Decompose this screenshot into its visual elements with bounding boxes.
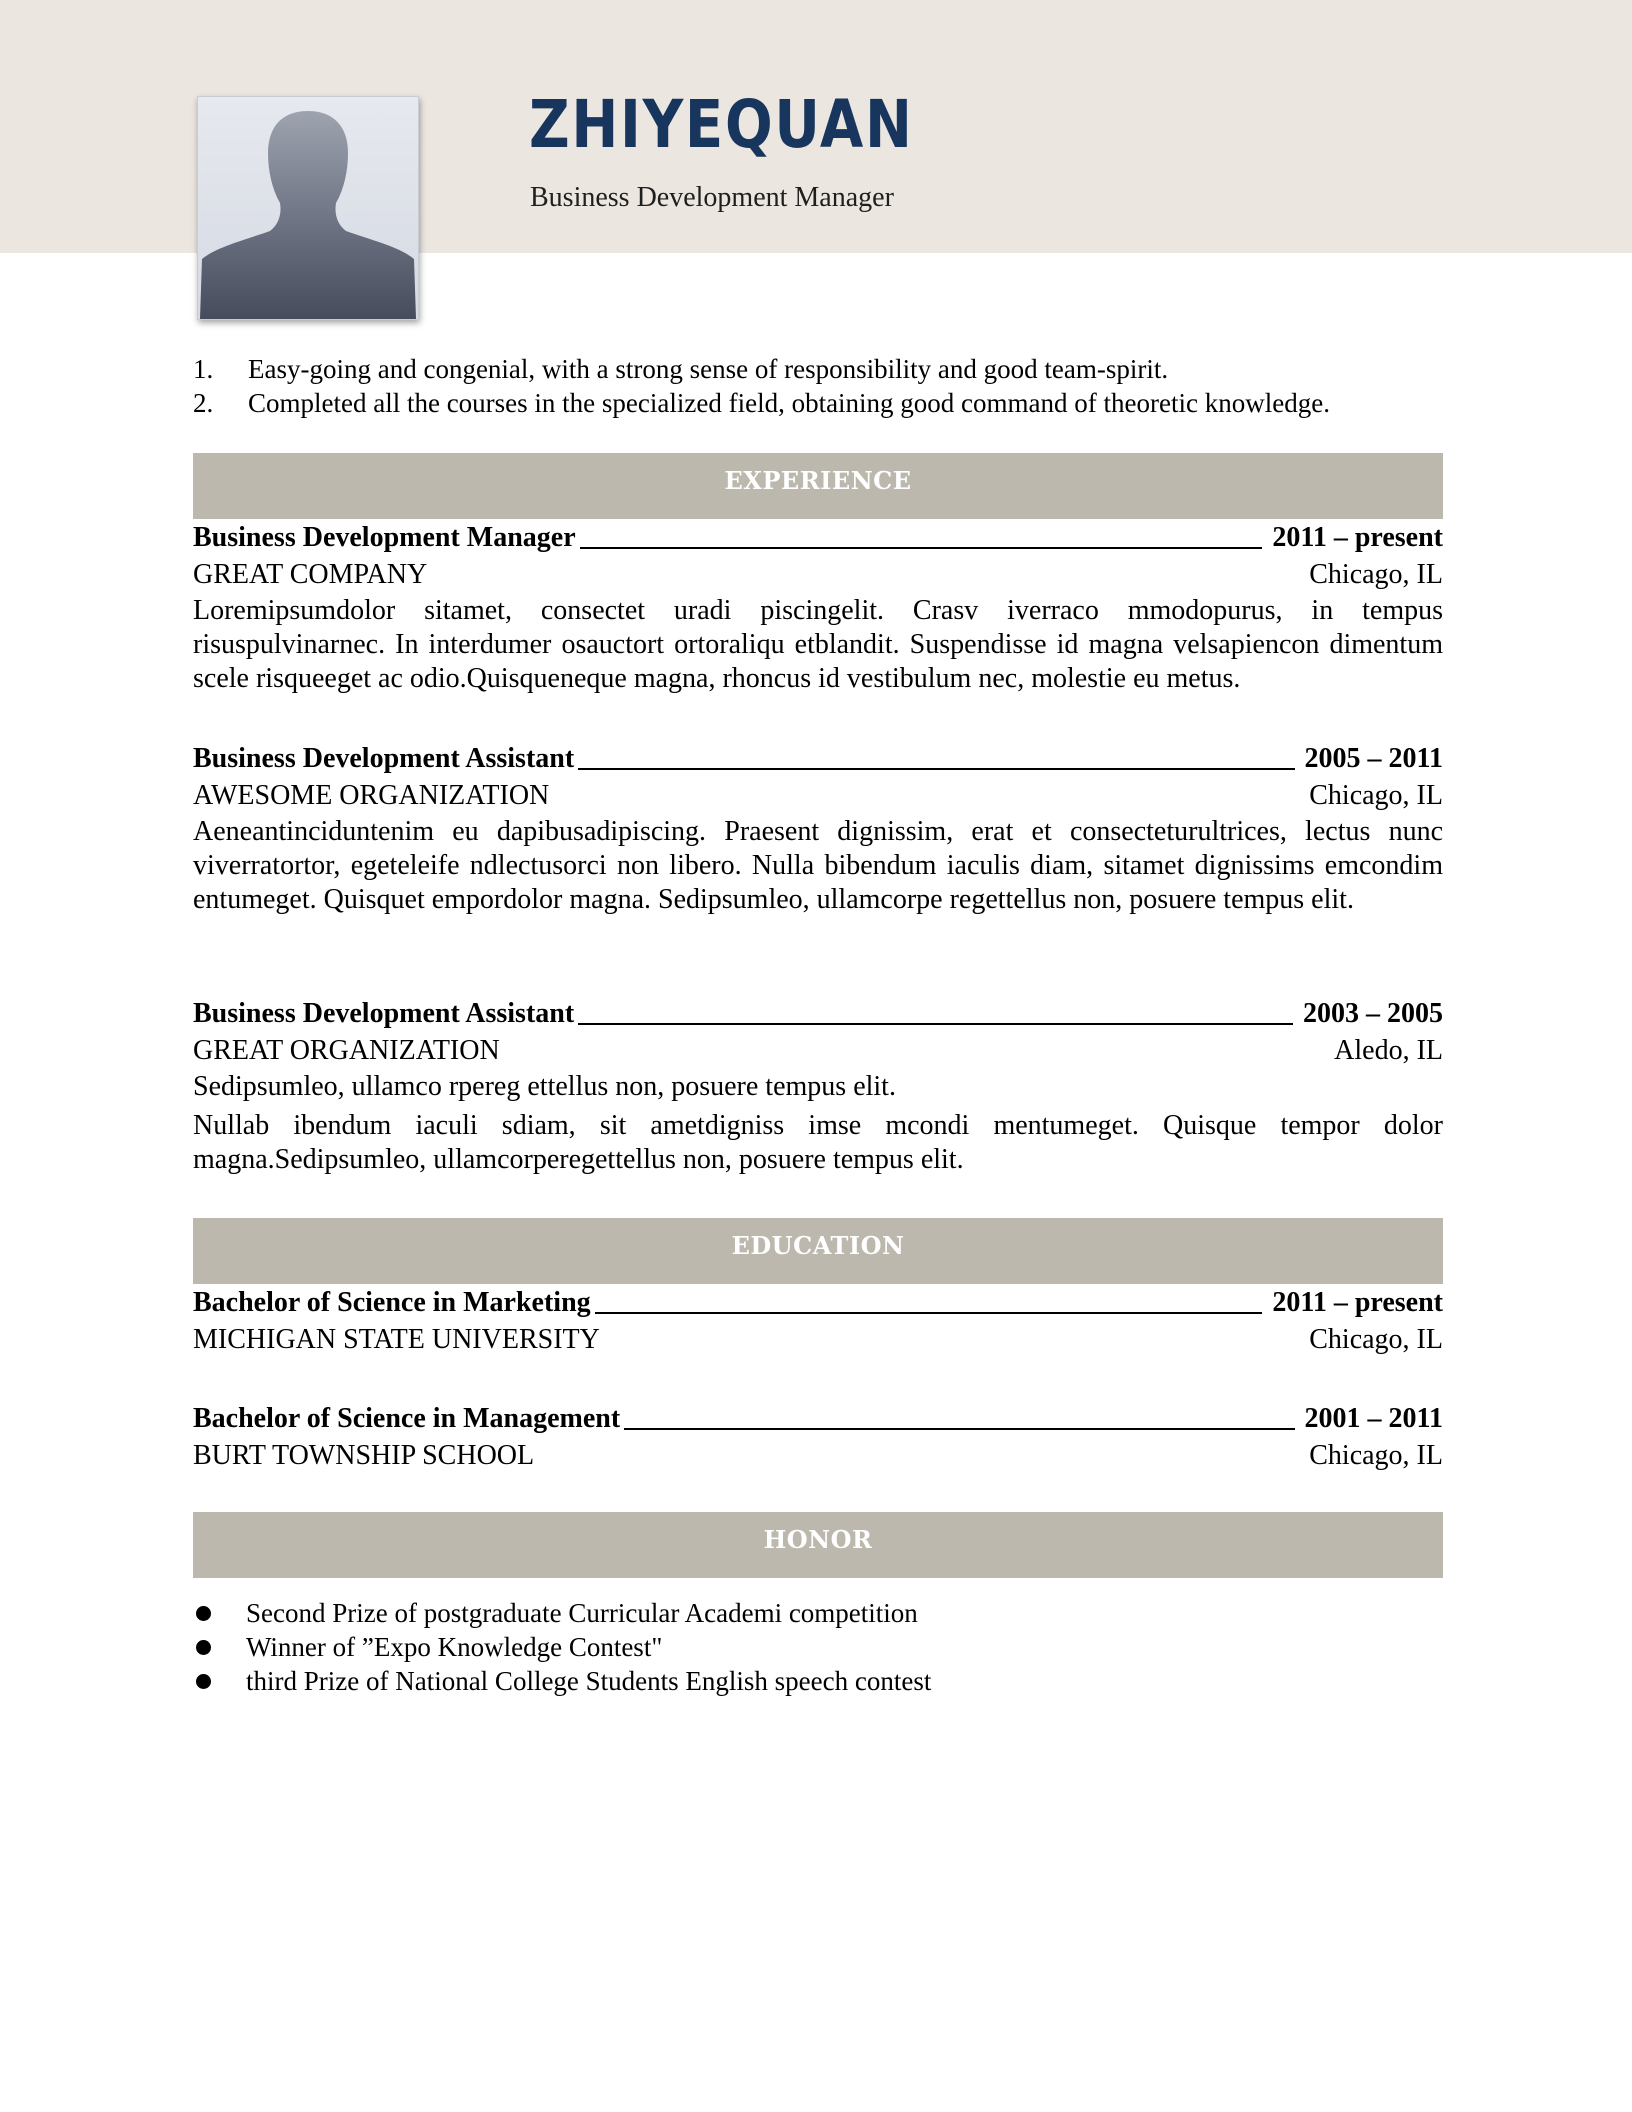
- honor-item: [193, 1596, 1443, 1630]
- education-location: Chicago, IL: [1309, 1324, 1443, 1355]
- summary-list: [193, 352, 1443, 420]
- title-rule: [578, 768, 1294, 770]
- experience-location: Aledo, IL: [1334, 1035, 1443, 1066]
- honor-section-header: HONOR: [193, 1512, 1443, 1578]
- honors-list: [193, 1596, 1443, 1698]
- summary-number: 1.: [193, 354, 214, 384]
- experience-dates: 2005 – 2011: [1304, 743, 1443, 774]
- experience-description: [193, 815, 1443, 917]
- bullet-icon: [196, 1606, 211, 1621]
- honor-item: [193, 1630, 1443, 1664]
- person-silhouette-icon: [198, 97, 418, 319]
- title-rule: [595, 1312, 1263, 1314]
- experience-dates: 2003 – 2005: [1303, 998, 1443, 1029]
- education-section-header: EDUCATION: [193, 1218, 1443, 1284]
- honor-text: Winner of ”Expo Knowledge Contest": [246, 1632, 663, 1662]
- summary-item: [193, 386, 1443, 420]
- title-rule: [580, 547, 1263, 549]
- experience-org: GREAT ORGANIZATION: [193, 1035, 500, 1066]
- bullet-icon: [196, 1674, 211, 1689]
- education-entry: [193, 1402, 1443, 1475]
- experience-org: AWESOME ORGANIZATION: [193, 780, 550, 811]
- honor-text: third Prize of National College Students English speech contest: [246, 1666, 932, 1696]
- description-paragraph: Aeneantinciduntenim eu dapibusadipiscing. Praesent dignissim, erat et consecteturultrices, lectus nunc viverratortor, egeteleife ndlectusorci non libero. Nulla bibendum iaculis diam, sitamet dignissims emcondim entumeget. Quisquet empordolor magna. Sedipsumleo, ullamcorpe regettellus non, posuere tempus elit.: [193, 816, 1443, 915]
- summary-item: [193, 352, 1443, 386]
- description-paragraph: Loremipsumdolor sitamet, consectet uradi piscingelit. Crasv iverraco mmodopurus, in tempus risuspulvinarnec. In interdumer osauctort ortoraliqu etblandit. Suspendisse id magna velsapiencon dimentum scele risqueeget ac odio.Quisqueneque magna, rhoncus id vestibulum nec, molestie eu metus.: [193, 595, 1443, 694]
- honor-item: [193, 1664, 1443, 1698]
- experience-description: [193, 594, 1443, 696]
- experience-description: [193, 1070, 1443, 1177]
- education-entry: [193, 1286, 1443, 1359]
- education-dates: 2001 – 2011: [1304, 1403, 1443, 1434]
- bullet-icon: [196, 1640, 211, 1655]
- education-school: BURT TOWNSHIP SCHOOL: [193, 1440, 535, 1471]
- experience-role: Business Development Assistant: [193, 998, 575, 1029]
- title-rule: [624, 1428, 1294, 1430]
- experience-section-header: EXPERIENCE: [193, 453, 1443, 519]
- experience-role: Business Development Assistant: [193, 743, 575, 774]
- experience-entry: [193, 521, 1443, 696]
- education-location: Chicago, IL: [1309, 1440, 1443, 1471]
- experience-role: Business Development Manager: [193, 522, 576, 553]
- candidate-title: Business Development Manager: [530, 182, 894, 213]
- title-rule: [578, 1023, 1293, 1025]
- profile-photo: [197, 96, 419, 320]
- summary-number: 2.: [193, 388, 214, 418]
- honor-text: Second Prize of postgraduate Curricular Academi competition: [246, 1598, 918, 1628]
- education-degree: Bachelor of Science in Marketing: [193, 1287, 591, 1318]
- experience-org: GREAT COMPANY: [193, 559, 428, 590]
- description-paragraph: Nullab ibendum iaculi sdiam, sit ametdigniss imse mcondi mentumeget. Quisque tempor dolor magna.Sedipsumleo, ullamcorperegettellus non, posuere tempus elit.: [193, 1110, 1443, 1175]
- summary-text: Easy-going and congenial, with a strong sense of responsibility and good team-spirit.: [248, 354, 1169, 384]
- experience-entry: [193, 742, 1443, 917]
- experience-entry: [193, 997, 1443, 1177]
- candidate-name: ZHIYEQUAN: [529, 86, 914, 163]
- education-dates: 2011 – present: [1272, 1287, 1443, 1318]
- education-school: MICHIGAN STATE UNIVERSITY: [193, 1324, 600, 1355]
- experience-location: Chicago, IL: [1309, 559, 1443, 590]
- education-degree: Bachelor of Science in Management: [193, 1403, 621, 1434]
- description-paragraph: Sedipsumleo, ullamco rpereg ettellus non, posuere tempus elit.: [193, 1071, 896, 1102]
- experience-location: Chicago, IL: [1309, 780, 1443, 811]
- summary-text: Completed all the courses in the specialized field, obtaining good command of theoretic knowledge.: [248, 388, 1330, 418]
- experience-dates: 2011 – present: [1272, 522, 1443, 553]
